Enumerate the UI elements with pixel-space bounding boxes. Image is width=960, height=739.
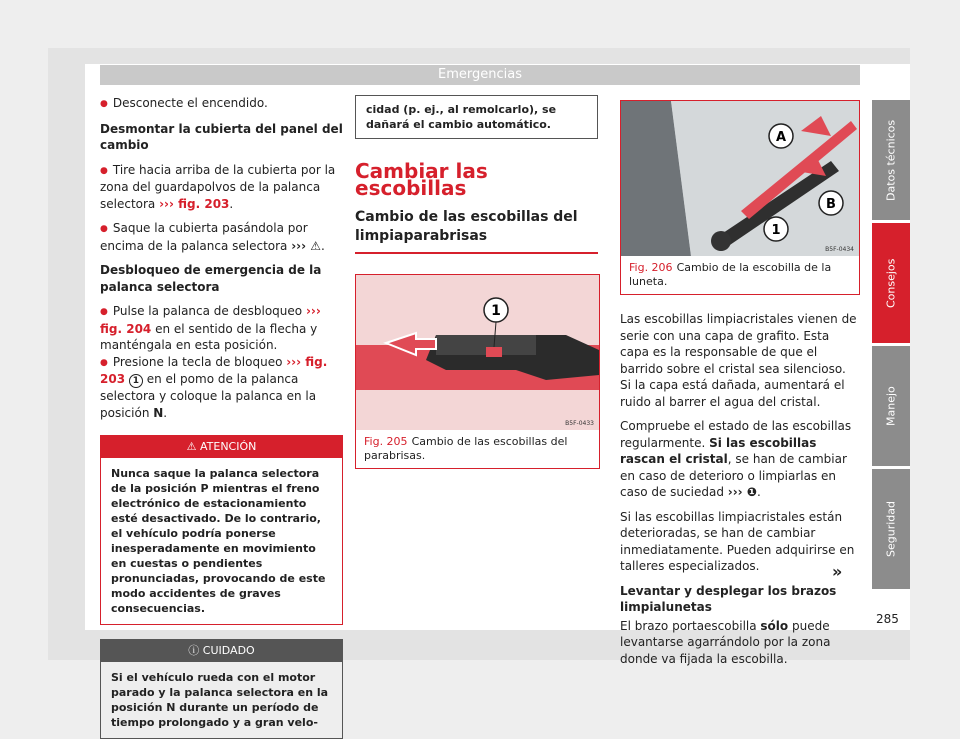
rear-wiper-illustration — [621, 101, 859, 256]
rear-wiper-drawing — [621, 101, 859, 256]
figure-code: B5F-0433 — [565, 420, 594, 427]
wiper-blade-drawing — [356, 275, 599, 430]
callout-label-b: B — [826, 197, 836, 212]
paragraph: Compruebe el estado de las escobillas regularmente. Si las escobillas rascan el cristal, se han de cambiar en caso de deterioro o limpiarlas en caso de suciedad ››› ❶. — [620, 419, 852, 499]
caution-header: ⓘ CUIDADO — [101, 640, 342, 662]
caution-text: Si el vehículo rueda con el motor parado y la palanca selectora en la posición N durante un período de tiempo prolongado y a gran velo- — [111, 671, 329, 729]
subheading: Desmontar la cubierta del panel del cambio — [100, 121, 343, 152]
figure-code: B5F-0434 — [825, 246, 854, 253]
warning-link[interactable]: ››› ⚠ — [291, 238, 322, 253]
figure-206 — [620, 100, 860, 295]
warning-icon: ⚠ — [186, 440, 200, 453]
callout-number: 1 — [491, 303, 501, 319]
section-subtitle: Cambio de las escobillas del limpiaparabrisas — [355, 208, 598, 254]
caution-continued: cidad (p. ej., al remolcarlo), se dañará el cambio automático. — [355, 95, 598, 139]
paragraph: Las escobillas limpiacristales vienen de serie con una capa de grafito. Esta capa es la responsable de que el barrido sobre el cristal sea silencioso. Si la capa está dañada, aumentará el ruido al barrer el agua del cristal. — [620, 312, 857, 409]
bullet-item: ● Pulse la palanca de desbloqueo ››› fig. 204 en el sentido de la flecha y manténgala en esta posición. — [100, 303, 343, 354]
bullet-item: ● Desconecte el encendido. — [100, 95, 343, 113]
figure-caption: Fig. 205 Cambio de las escobillas del parabrisas. — [356, 430, 599, 468]
column-middle — [355, 95, 598, 469]
column-left — [100, 95, 343, 739]
tab-datos-tecnicos[interactable]: Datos técnicos — [872, 100, 910, 220]
figure-205 — [355, 274, 600, 469]
warning-text: Nunca saque la palanca selectora de la posición P mientras el freno electrónico de estacionamiento esté desactivado. De lo contrario, el vehículo podría ponerse inesperadamente en movimiento en cuestas o pendientes pronunciadas, provocando de este modo accidentes de graves consecuencias. — [111, 467, 326, 615]
warning-box — [100, 435, 343, 625]
bullet-item: ● Tire hacia arriba de la cubierta por la zona del guardapolvos de la palanca selectora ››› fig. 203. — [100, 162, 343, 213]
continue-mark: » — [832, 562, 843, 581]
bullet-item: ● Saque la cubierta pasándola por encima de la palanca selectora ››› ⚠. — [100, 220, 343, 254]
paragraph: El brazo portaescobilla sólo puede levantarse agarrándolo por la zona donde va fijada la escobilla. — [620, 618, 831, 666]
fig-link[interactable]: ››› fig. 204 — [100, 304, 321, 336]
subheading: Levantar y desplegar los brazos limpialunetas — [620, 583, 837, 614]
info-icon: ⓘ — [188, 644, 203, 657]
subheading: Desbloqueo de emergencia de la palanca selectora — [100, 263, 322, 294]
fig-link[interactable]: ››› fig. 203 — [159, 196, 230, 211]
page-header: Emergencias — [100, 65, 860, 85]
page-number: 285 — [876, 612, 899, 626]
section-title: Cambiar las escobillas — [355, 159, 488, 200]
note-link[interactable]: ››› ❶ — [727, 485, 757, 499]
tab-consejos[interactable]: Consejos — [872, 223, 910, 343]
figure-caption: Fig. 206 Cambio de la escobilla de la luneta. — [621, 256, 859, 294]
column-right — [620, 95, 860, 675]
caution-box — [100, 639, 343, 739]
callout-label-a: A — [775, 130, 787, 145]
tab-seguridad[interactable]: Seguridad — [872, 469, 910, 589]
callout-number: 1 — [771, 223, 781, 238]
wiper-blade-illustration — [356, 275, 599, 430]
tab-manejo[interactable]: Manejo — [872, 346, 910, 466]
bullet-item: ● Presione la tecla de bloqueo ››› fig. 203 1 en el pomo de la palanca selectora y coloque la palanca en la posición N. — [100, 354, 343, 422]
callout-number: 1 — [129, 374, 143, 388]
fig-link[interactable]: ››› fig. 203 — [100, 354, 328, 386]
paragraph: Si las escobillas limpiacristales están deterioradas, se han de cambiar inmediatamente. Pueden adquirirse en talleres especializados. — [620, 509, 855, 573]
warning-header: ⚠ ATENCIÓN — [101, 436, 342, 458]
section-tabs — [872, 100, 910, 589]
